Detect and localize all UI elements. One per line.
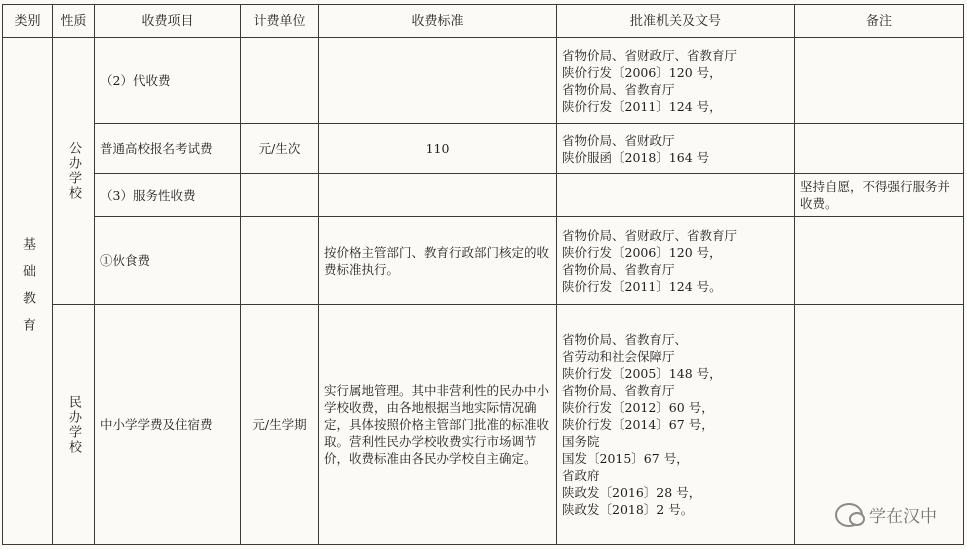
nature-label-private: 民办学校 bbox=[66, 394, 81, 455]
header-nature: 性质 bbox=[53, 5, 95, 38]
approval-cell bbox=[557, 174, 795, 217]
standard-cell bbox=[319, 174, 557, 217]
header-unit: 计费单位 bbox=[241, 5, 319, 38]
watermark bbox=[835, 502, 937, 527]
nature-cell-public bbox=[53, 38, 95, 305]
standard-cell bbox=[319, 38, 557, 124]
table-row bbox=[3, 305, 964, 545]
header-standard: 收费标准 bbox=[319, 5, 557, 38]
standard-cell: 110 bbox=[319, 124, 557, 174]
category-label: 基础教育 bbox=[20, 237, 35, 345]
wechat-icon bbox=[835, 503, 863, 527]
item-cell: ①伙食费 bbox=[95, 217, 241, 305]
unit-cell bbox=[241, 174, 319, 217]
header-item: 收费项目 bbox=[95, 5, 241, 38]
item-cell: 中小学学费及住宿费 bbox=[95, 305, 241, 545]
remarks-cell bbox=[795, 124, 964, 174]
unit-cell bbox=[241, 217, 319, 305]
approval-cell: 省物价局、省财政厅、省教育厅 陕价行发〔2006〕120 号， 省物价局、省教育厅 陕价行发〔2011〕124 号， bbox=[557, 38, 795, 124]
item-cell: （3）服务性收费 bbox=[95, 174, 241, 217]
table-row bbox=[3, 174, 964, 217]
header-approval: 批准机关及文号 bbox=[557, 5, 795, 38]
watermark-text: 学在汉中 bbox=[869, 507, 937, 527]
standard-cell: 按价格主管部门、教育行政部门核定的收费标准执行。 bbox=[319, 217, 557, 305]
nature-cell-private bbox=[53, 305, 95, 545]
unit-cell bbox=[241, 38, 319, 124]
remarks-cell bbox=[795, 217, 964, 305]
header-remarks: 备注 bbox=[795, 5, 964, 38]
unit-cell: 元/生学期 bbox=[241, 305, 319, 545]
table-row bbox=[3, 217, 964, 305]
approval-cell: 省物价局、省财政厅、省教育厅 陕价行发〔2006〕120 号， 省物价局、省教育厅 陕价行发〔2011〕124 号。 bbox=[557, 217, 795, 305]
fee-table bbox=[2, 4, 964, 545]
nature-label-public: 公办学校 bbox=[66, 141, 81, 201]
category-cell bbox=[3, 38, 53, 545]
table-row bbox=[3, 38, 964, 124]
standard-cell: 实行属地管理。其中非营利性的民办中小学校收费，由各地根据当地实际情况确定，具体按照价格主管部门批准的标准收取。营利性民办学校收费实行市场调节价，收费标准由各民办学校自主确定。 bbox=[319, 305, 557, 545]
remarks-cell: 坚持自愿，不得强行服务并收费。 bbox=[795, 174, 964, 217]
header-category: 类别 bbox=[3, 5, 53, 38]
unit-cell: 元/生次 bbox=[241, 124, 319, 174]
approval-cell: 省物价局、省财政厅 陕价服函〔2018〕164 号 bbox=[557, 124, 795, 174]
item-cell: 普通高校报名考试费 bbox=[95, 124, 241, 174]
item-cell: （2）代收费 bbox=[95, 38, 241, 124]
header-row bbox=[3, 5, 964, 38]
remarks-cell bbox=[795, 38, 964, 124]
table-row bbox=[3, 124, 964, 174]
approval-cell: 省物价局、省教育厅、 省劳动和社会保障厅 陕价行发〔2005〕148 号， 省物价局、省教育厅 陕价行发〔2012〕60 号， 陕价行发〔2014〕67 号， 国务院 国发〔2015〕67 号， 省政府 陕政发〔2016〕28 号， 陕政发〔2018〕2 号。 bbox=[557, 305, 795, 545]
